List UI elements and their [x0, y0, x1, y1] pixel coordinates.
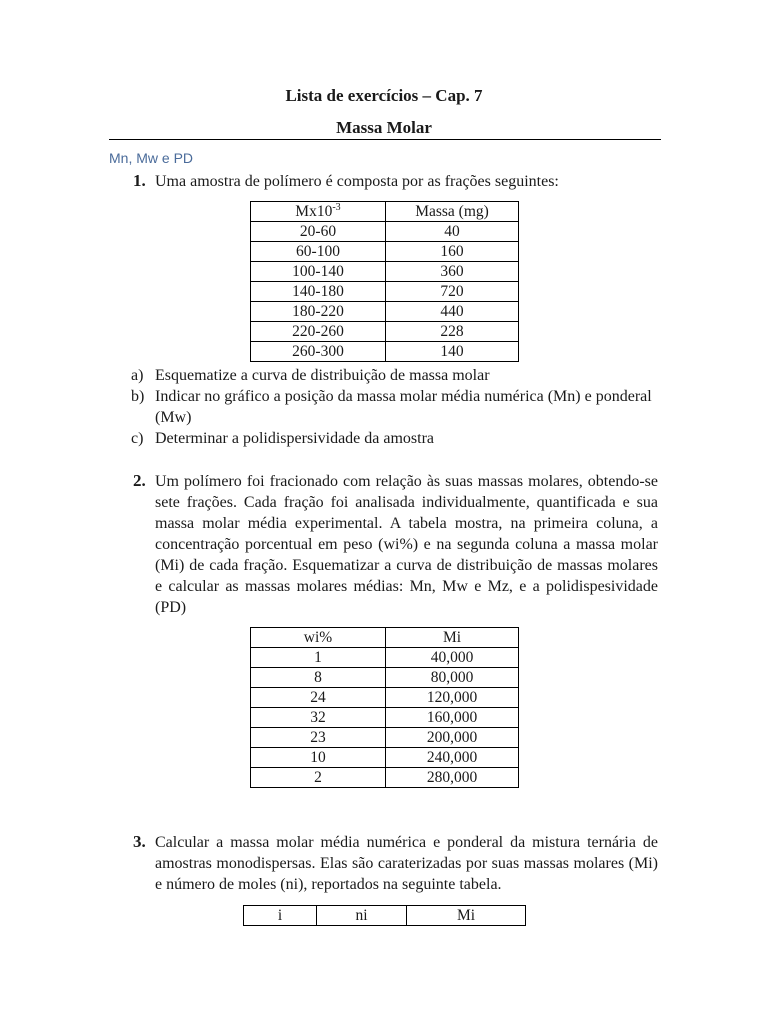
page-subtitle: Massa Molar: [336, 118, 432, 137]
table-row: [251, 648, 519, 668]
table-cell: 40,000: [386, 648, 519, 668]
table-cell: 180-220: [251, 302, 386, 322]
table-cell: 20-60: [251, 222, 386, 242]
table-header-cell: i: [244, 906, 317, 926]
table-cell: 100-140: [251, 262, 386, 282]
table-row: [251, 708, 519, 728]
question-2-table: [250, 627, 519, 788]
table-row: [251, 688, 519, 708]
question-1-text: Uma amostra de polímero é composta por as frações seguintes:: [155, 173, 559, 190]
table-row: [251, 322, 519, 342]
title-divider: [109, 139, 661, 140]
table-header-cell: ni: [317, 906, 407, 926]
option-text: Esquematize a curva de distribuição de massa molar: [155, 367, 490, 384]
table-cell: 280,000: [386, 768, 519, 788]
table-header-cell: wi%: [251, 628, 386, 648]
question-2-text: Um polímero foi fracionado com relação às suas massas molares, obtendo-se sete frações. Cada fração foi analisada individualmente, quantificada e sua massa molar média experimental. A tabela mostra, na primeira coluna, a concentração porcentual em peso (wi%) e na segunda coluna a massa molar (Mi) de cada fração. Esquematizar a curva de distribuição de massas molares e calcular as massas molares médias: Mn, Mw e Mz, e a polidispesividade (PD): [155, 473, 658, 616]
table-cell: 140: [386, 342, 519, 362]
table-cell: 440: [386, 302, 519, 322]
table-cell: 8: [251, 668, 386, 688]
table-row: [251, 668, 519, 688]
option-label: c): [131, 430, 144, 447]
table-cell: 200,000: [386, 728, 519, 748]
table-cell: 24: [251, 688, 386, 708]
table-header-row: [251, 628, 519, 648]
section-heading: Mn, Mw e PD: [109, 150, 194, 166]
question-2-number: 2.: [133, 471, 146, 490]
table-cell: 240,000: [386, 748, 519, 768]
table-row: [251, 262, 519, 282]
table-cell: 2: [251, 768, 386, 788]
table-header-cell: Mi: [407, 906, 526, 926]
table-cell: 80,000: [386, 668, 519, 688]
table-row: [251, 302, 519, 322]
table-cell: 160,000: [386, 708, 519, 728]
option-text: Determinar a polidispersividade da amostra: [155, 430, 435, 447]
table-header-cell: $Mx10^{-3}$: [251, 202, 386, 222]
table-cell: 720: [386, 282, 519, 302]
table-row: [251, 768, 519, 788]
table-header-row: [244, 906, 526, 926]
page-title: Lista de exercícios – Cap. 7: [285, 86, 483, 105]
option-label: b): [131, 388, 145, 405]
table-cell: 140-180: [251, 282, 386, 302]
question-1-table: [250, 201, 519, 362]
table-cell: 228: [386, 322, 519, 342]
option-text: Indicar no gráfico a posição da massa molar média numérica (Mn) e ponderal (Mw): [155, 388, 652, 426]
table-cell: 1: [251, 648, 386, 668]
table-header-row: [251, 202, 519, 222]
table-row: [251, 748, 519, 768]
table-row: [251, 222, 519, 242]
table-cell: 10: [251, 748, 386, 768]
table-row: [251, 282, 519, 302]
table-cell: 360: [386, 262, 519, 282]
question-3-number: 3.: [133, 832, 146, 851]
table-cell: 23: [251, 728, 386, 748]
table-header-cell: Mi: [386, 628, 519, 648]
table-header-cell: Massa (mg): [386, 202, 519, 222]
option-label: a): [131, 367, 144, 384]
question-3-table: [243, 905, 526, 926]
table-cell: 220-260: [251, 322, 386, 342]
table-cell: 32: [251, 708, 386, 728]
table-cell: 120,000: [386, 688, 519, 708]
table-row: [251, 242, 519, 262]
table-row: [251, 342, 519, 362]
table-cell: 60-100: [251, 242, 386, 262]
table-row: [251, 728, 519, 748]
question-1-number: 1.: [133, 171, 146, 190]
question-3-text: Calcular a massa molar média numérica e ponderal da mistura ternária de amostras monodispersas. Elas são caraterizadas por suas massas molares (Mi) e número de moles (ni), reportados na seguinte tabela.: [155, 834, 658, 893]
table-cell: 160: [386, 242, 519, 262]
table-cell: 260-300: [251, 342, 386, 362]
table-cell: 40: [386, 222, 519, 242]
